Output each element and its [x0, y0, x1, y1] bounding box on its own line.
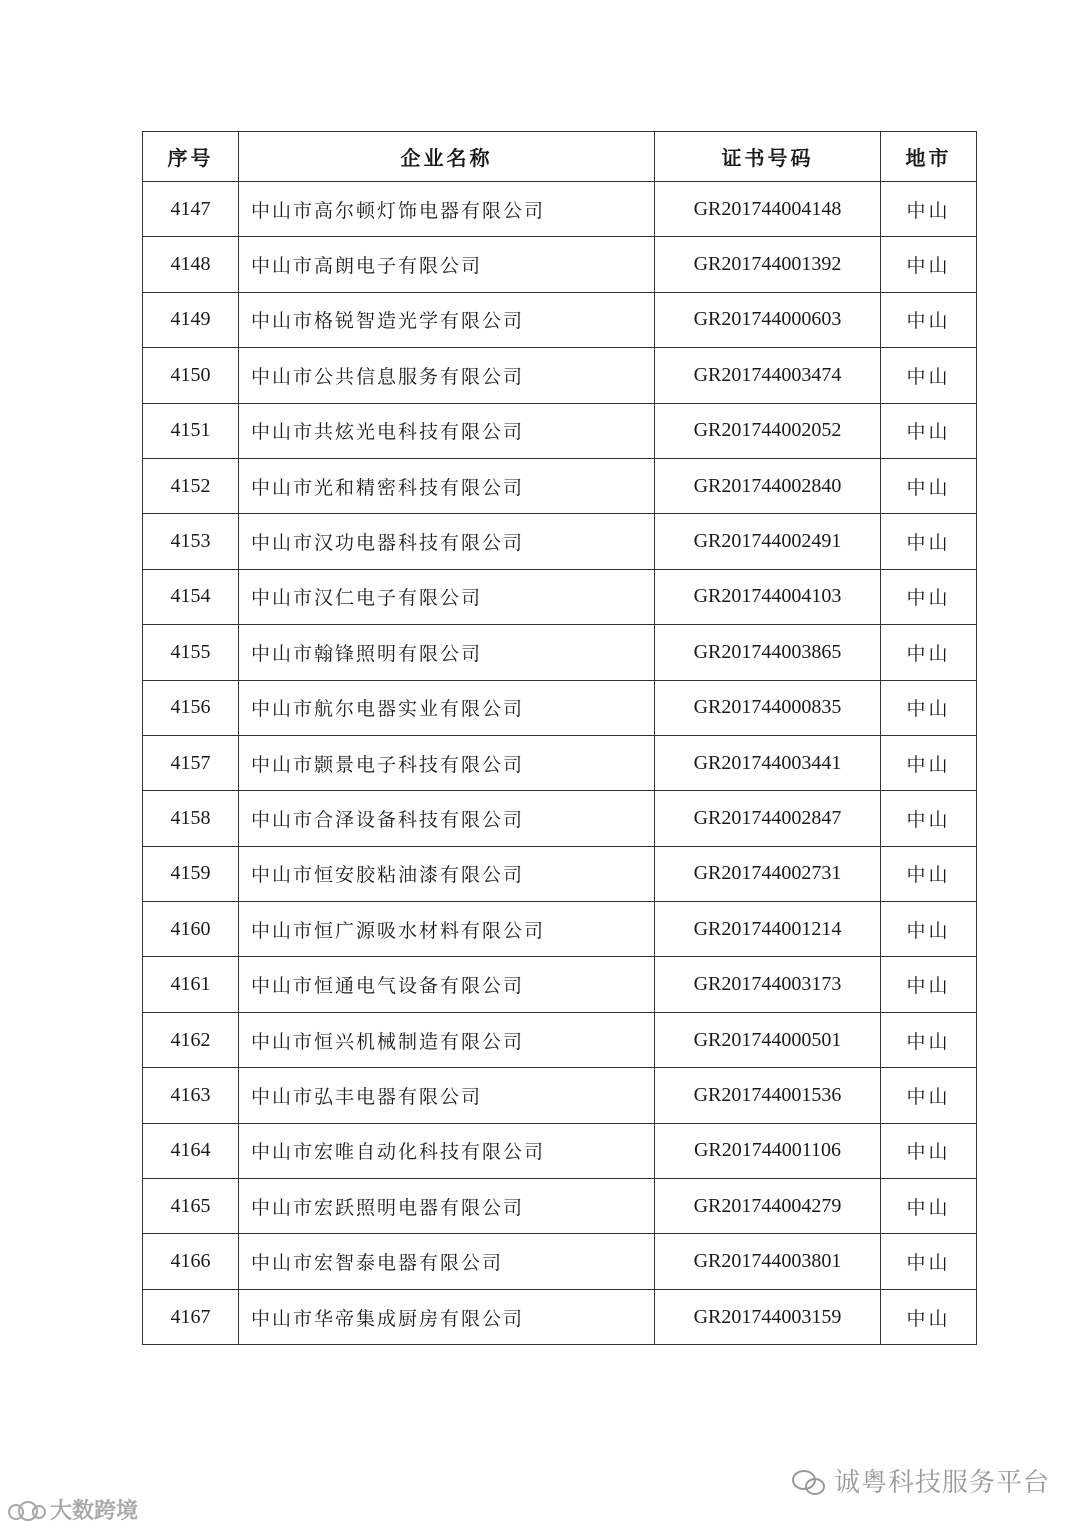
header-serial: 序号 — [143, 132, 239, 182]
table-row — [143, 348, 977, 403]
enterprise-table — [142, 131, 977, 1345]
company-name-cell: 中山市宏唯自动化科技有限公司 — [239, 1123, 655, 1178]
city-cell: 中山 — [881, 680, 977, 735]
serial-cell: 4162 — [143, 1012, 239, 1067]
header-certificate-no: 证书号码 — [655, 132, 881, 182]
certificate-no-cell: GR201744002052 — [655, 403, 881, 458]
serial-cell: 4155 — [143, 625, 239, 680]
serial-cell: 4154 — [143, 569, 239, 624]
table-row — [143, 237, 977, 292]
serial-cell: 4165 — [143, 1179, 239, 1234]
certificate-no-cell: GR201744004103 — [655, 569, 881, 624]
company-name-cell: 中山市恒通电气设备有限公司 — [239, 957, 655, 1012]
table-row — [143, 1289, 977, 1344]
table-row — [143, 1123, 977, 1178]
table-row — [143, 1012, 977, 1067]
serial-cell: 4161 — [143, 957, 239, 1012]
certificate-no-cell: GR201744003474 — [655, 348, 881, 403]
certificate-no-cell: GR201744002731 — [655, 846, 881, 901]
company-name-cell: 中山市光和精密科技有限公司 — [239, 458, 655, 513]
table-body — [143, 182, 977, 1345]
serial-cell: 4150 — [143, 348, 239, 403]
company-name-cell: 中山市恒安胶粘油漆有限公司 — [239, 846, 655, 901]
certificate-no-cell: GR201744000835 — [655, 680, 881, 735]
company-name-cell: 中山市汉仁电子有限公司 — [239, 569, 655, 624]
company-name-cell: 中山市翰锋照明有限公司 — [239, 625, 655, 680]
city-cell: 中山 — [881, 735, 977, 790]
serial-cell: 4167 — [143, 1289, 239, 1344]
watermark-platform-text: 诚粤科技服务平台 — [834, 1468, 1051, 1498]
city-cell: 中山 — [881, 348, 977, 403]
city-cell: 中山 — [881, 292, 977, 347]
certificate-no-cell: GR201744003173 — [655, 957, 881, 1012]
table-row — [143, 569, 977, 624]
table-row — [143, 292, 977, 347]
certificate-no-cell: GR201744003865 — [655, 625, 881, 680]
watermark-platform — [792, 1462, 1050, 1499]
city-cell: 中山 — [881, 1123, 977, 1178]
city-cell: 中山 — [881, 902, 977, 957]
certificate-no-cell: GR201744000603 — [655, 292, 881, 347]
company-name-cell: 中山市颢景电子科技有限公司 — [239, 735, 655, 790]
certificate-no-cell: GR201744004279 — [655, 1179, 881, 1234]
city-cell: 中山 — [881, 514, 977, 569]
company-name-cell: 中山市华帝集成厨房有限公司 — [239, 1289, 655, 1344]
serial-cell: 4149 — [143, 292, 239, 347]
certificate-no-cell: GR201744003441 — [655, 735, 881, 790]
table-row — [143, 902, 977, 957]
serial-cell: 4164 — [143, 1123, 239, 1178]
city-cell: 中山 — [881, 1179, 977, 1234]
certificate-no-cell: GR201744001536 — [655, 1068, 881, 1123]
certificate-no-cell: GR201744001106 — [655, 1123, 881, 1178]
serial-cell: 4166 — [143, 1234, 239, 1289]
company-name-cell: 中山市宏跃照明电器有限公司 — [239, 1179, 655, 1234]
company-name-cell: 中山市高朗电子有限公司 — [239, 237, 655, 292]
table-row — [143, 1234, 977, 1289]
watermark-source — [8, 1494, 138, 1525]
table-row — [143, 625, 977, 680]
city-cell: 中山 — [881, 403, 977, 458]
serial-cell: 4156 — [143, 680, 239, 735]
city-cell: 中山 — [881, 1068, 977, 1123]
company-name-cell: 中山市恒兴机械制造有限公司 — [239, 1012, 655, 1067]
table-row — [143, 1068, 977, 1123]
city-cell: 中山 — [881, 1234, 977, 1289]
table-row — [143, 735, 977, 790]
table-row — [143, 957, 977, 1012]
city-cell: 中山 — [881, 569, 977, 624]
serial-cell: 4147 — [143, 182, 239, 237]
city-cell: 中山 — [881, 237, 977, 292]
watermark-source-text: 大数跨境 — [50, 1499, 139, 1524]
table-row — [143, 1179, 977, 1234]
city-cell: 中山 — [881, 1012, 977, 1067]
header-city: 地市 — [881, 132, 977, 182]
table-row — [143, 182, 977, 237]
header-company-name: 企业名称 — [239, 132, 655, 182]
table-row — [143, 846, 977, 901]
table-header-row — [143, 132, 977, 182]
serial-cell: 4159 — [143, 846, 239, 901]
company-name-cell: 中山市合泽设备科技有限公司 — [239, 791, 655, 846]
logo-icon — [8, 1499, 46, 1521]
serial-cell: 4163 — [143, 1068, 239, 1123]
certificate-no-cell: GR201744002840 — [655, 458, 881, 513]
serial-cell: 4157 — [143, 735, 239, 790]
company-name-cell: 中山市格锐智造光学有限公司 — [239, 292, 655, 347]
certificate-no-cell: GR201744000501 — [655, 1012, 881, 1067]
serial-cell: 4158 — [143, 791, 239, 846]
certificate-no-cell: GR201744001392 — [655, 237, 881, 292]
company-name-cell: 中山市航尔电器实业有限公司 — [239, 680, 655, 735]
city-cell: 中山 — [881, 957, 977, 1012]
certificate-no-cell: GR201744001214 — [655, 902, 881, 957]
certificate-no-cell: GR201744002491 — [655, 514, 881, 569]
city-cell: 中山 — [881, 458, 977, 513]
company-name-cell: 中山市共炫光电科技有限公司 — [239, 403, 655, 458]
city-cell: 中山 — [881, 1289, 977, 1344]
certificate-no-cell: GR201744004148 — [655, 182, 881, 237]
serial-cell: 4153 — [143, 514, 239, 569]
city-cell: 中山 — [881, 791, 977, 846]
certificate-no-cell: GR201744002847 — [655, 791, 881, 846]
table-row — [143, 403, 977, 458]
document-table-container — [142, 131, 976, 1345]
company-name-cell: 中山市公共信息服务有限公司 — [239, 348, 655, 403]
serial-cell: 4151 — [143, 403, 239, 458]
table-row — [143, 458, 977, 513]
serial-cell: 4160 — [143, 902, 239, 957]
table-row — [143, 514, 977, 569]
company-name-cell: 中山市高尔顿灯饰电器有限公司 — [239, 182, 655, 237]
city-cell: 中山 — [881, 625, 977, 680]
company-name-cell: 中山市宏智泰电器有限公司 — [239, 1234, 655, 1289]
serial-cell: 4152 — [143, 458, 239, 513]
company-name-cell: 中山市弘丰电器有限公司 — [239, 1068, 655, 1123]
table-row — [143, 791, 977, 846]
table-row — [143, 680, 977, 735]
city-cell: 中山 — [881, 846, 977, 901]
wechat-icon — [792, 1468, 826, 1494]
company-name-cell: 中山市恒广源吸水材料有限公司 — [239, 902, 655, 957]
city-cell: 中山 — [881, 182, 977, 237]
certificate-no-cell: GR201744003801 — [655, 1234, 881, 1289]
serial-cell: 4148 — [143, 237, 239, 292]
certificate-no-cell: GR201744003159 — [655, 1289, 881, 1344]
company-name-cell: 中山市汉功电器科技有限公司 — [239, 514, 655, 569]
